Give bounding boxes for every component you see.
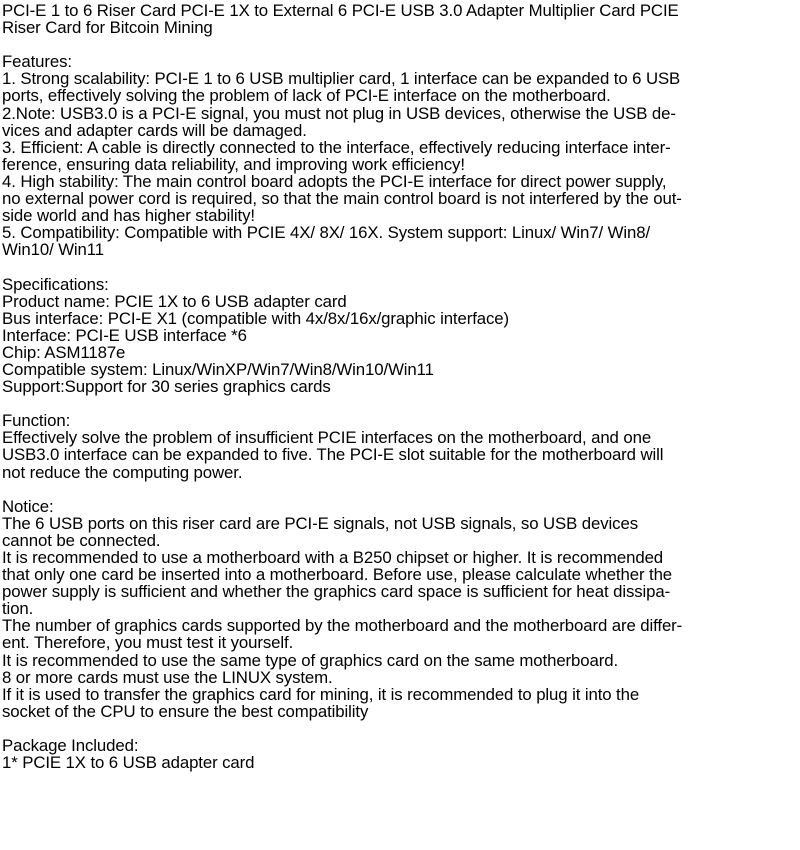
features-line: 2.Note: USB3.0 is a PCI-E signal, you must not plug in USB devices, otherwise the USB de- bbox=[2, 103, 676, 123]
specifications-section bbox=[2, 276, 798, 396]
features-line: Win10/ Win11 bbox=[2, 240, 105, 260]
features-line: ports, effectively solving the problem of lack of PCI-E interface on the motherboard. bbox=[2, 86, 611, 106]
package-line: 1* PCIE 1X to 6 USB adapter card bbox=[2, 753, 255, 773]
notice-line: 8 or more cards must use the LINUX system. bbox=[2, 667, 333, 687]
notice-line: If it is used to transfer the graphics card for mining, it is recommended to plug it into the bbox=[2, 684, 640, 704]
section-heading-notice: Notice: bbox=[2, 496, 54, 516]
section-spacer bbox=[2, 481, 798, 498]
specifications-line: Support:Support for 30 series graphics cards bbox=[2, 377, 331, 397]
features-line: 3. Efficient: A cable is directly connected to the interface, effectively reducing interface inter- bbox=[2, 137, 671, 157]
title-line: Riser Card for Bitcoin Mining bbox=[2, 18, 213, 38]
section-heading-features: Features: bbox=[2, 52, 72, 72]
section-spacer bbox=[2, 395, 798, 412]
notice-line: power supply is sufficient and whether the graphics card space is sufficient for heat dissipa- bbox=[2, 582, 671, 602]
notice-line: ent. Therefore, you must test it yourself. bbox=[2, 633, 294, 653]
package-section bbox=[2, 737, 798, 771]
notice-line: It is recommended to use the same type of graphics card on the same motherboard. bbox=[2, 650, 619, 670]
notice-line: cannot be connected. bbox=[2, 530, 161, 550]
notice-line: The number of graphics cards supported by the motherboard and the motherboard are differ- bbox=[2, 616, 683, 636]
specifications-line: Product name: PCIE 1X to 6 USB adapter card bbox=[2, 291, 347, 311]
function-section bbox=[2, 412, 798, 480]
notice-line: It is recommended to use a motherboard with a B250 chipset or higher. It is recommended bbox=[2, 548, 664, 567]
features-section bbox=[2, 53, 798, 258]
specifications-line: Interface: PCI-E USB interface *6 bbox=[2, 325, 247, 345]
notice-line: socket of the CPU to ensure the best compatibility bbox=[2, 701, 369, 721]
features-line: side world and has higher stability! bbox=[2, 206, 255, 226]
function-line: not reduce the computing power. bbox=[2, 462, 243, 482]
notice-line: tion. bbox=[2, 599, 34, 619]
features-line: 1. Strong scalability: PCI-E 1 to 6 USB multiplier card, 1 interface can be expanded to 6 USB bbox=[2, 69, 681, 89]
section-spacer bbox=[2, 720, 798, 737]
notice-line: that only one card be inserted into a motherboard. Before use, please calculate whether the bbox=[2, 565, 673, 585]
features-line: 4. High stability: The main control board adopts the PCI-E interface for direct power supply, bbox=[2, 171, 667, 191]
specifications-line: Compatible system: Linux/WinXP/Win7/Win8/Win10/Win11 bbox=[2, 359, 434, 379]
section-heading-package: Package Included: bbox=[2, 736, 139, 756]
function-line: USB3.0 interface can be expanded to five. The PCI-E slot suitable for the motherboard will bbox=[2, 445, 664, 465]
section-spacer bbox=[2, 258, 798, 275]
features-line: no external power cord is required, so that the main control board is not interfered by the out- bbox=[2, 189, 682, 209]
notice-section bbox=[2, 498, 798, 720]
features-line: vices and adapter cards will be damaged. bbox=[2, 120, 307, 140]
specifications-line: Chip: ASM1187e bbox=[2, 342, 126, 362]
section-heading-specifications: Specifications: bbox=[2, 274, 109, 294]
function-line: Effectively solve the problem of insufficient PCIE interfaces on the motherboard, and one bbox=[2, 428, 652, 448]
section-heading-function: Function: bbox=[2, 411, 71, 431]
section-spacer bbox=[2, 36, 798, 53]
specifications-line: Bus interface: PCI-E X1 (compatible with 4x/8x/16x/graphic interface) bbox=[2, 308, 510, 328]
notice-line: The 6 USB ports on this riser card are PCI-E signals, not USB signals, so USB devices bbox=[2, 513, 638, 533]
features-line: ference, ensuring data reliability, and improving work efficiency! bbox=[2, 154, 465, 174]
title-line: PCI-E 1 to 6 Riser Card PCI-E 1X to External 6 PCI-E USB 3.0 Adapter Multiplier Card PCIE bbox=[2, 1, 679, 20]
features-line: 5. Compatibility: Compatible with PCIE 4X/ 8X/ 16X. System support: Linux/ Win7/ Win8/ bbox=[2, 223, 651, 243]
document-title bbox=[2, 2, 798, 36]
